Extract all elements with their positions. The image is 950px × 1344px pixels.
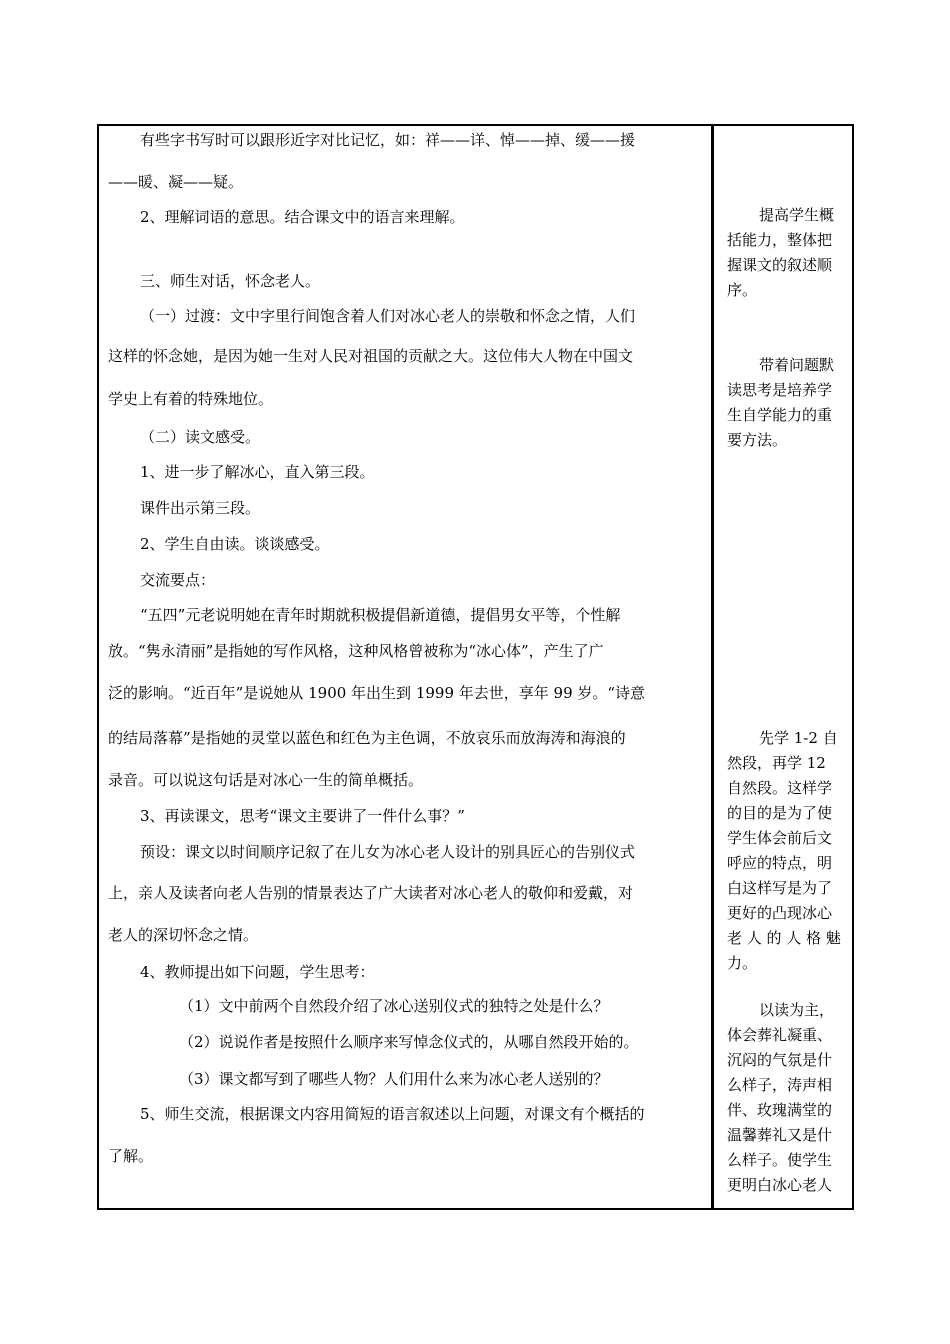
note-line: 沉闷的气氛是什 <box>727 1051 833 1069</box>
main-line: 1、进一步了解冰心，直入第三段。 <box>140 463 375 481</box>
main-line: 2、理解词语的意思。结合课文中的语言来理解。 <box>140 208 465 226</box>
note-line: 么样子。使学生 <box>727 1151 833 1169</box>
main-line: “五四”元老说明她在青年时期就积极提倡新道德，提倡男女平等，个性解 <box>140 606 621 624</box>
note-line: 自然段。这样学 <box>727 779 833 797</box>
main-line: （二）读文感受。 <box>140 428 261 446</box>
main-line: 的结局落幕”是指她的灵堂以蓝色和红色为主色调，不放哀乐而放海涛和海浪的 <box>108 729 626 747</box>
note-line: 生自学能力的重 <box>727 406 833 424</box>
main-line: 上，亲人及读者向老人告别的情景表达了广大读者对冰心老人的敬仰和爱戴，对 <box>108 884 634 902</box>
note-line: 序。 <box>727 281 758 299</box>
note-line: 括能力，整体把 <box>727 231 833 249</box>
note-line: 么样子，涛声相 <box>727 1076 833 1094</box>
main-line: 学史上有着的特殊地位。 <box>108 390 274 408</box>
note-line: 读思考是培养学 <box>727 381 833 399</box>
main-line: （1）文中前两个自然段介绍了冰心送别仪式的独特之处是什么？ <box>179 997 609 1015</box>
main-line: 交流要点： <box>140 571 216 589</box>
main-line: 有些字书写时可以跟形近字对比记忆，如：祥——详、悼——掉、缓——援 <box>140 131 636 149</box>
column-divider <box>711 124 714 1210</box>
main-line: 3、再读课文，思考“课文主要讲了一件什么事？” <box>140 807 465 825</box>
main-line: （一）过渡：文中字里行间饱含着人们对冰心老人的崇敬和怀念之情，人们 <box>140 307 636 325</box>
main-line: 2、学生自由读。谈谈感受。 <box>140 535 330 553</box>
note-line: 然段，再学 12 <box>727 754 826 772</box>
main-line: 泛的影响。“近百年”是说她从 1900 年出生到 1999 年去世，享年 99 岁。“诗意 <box>108 684 646 702</box>
main-line: 老人的深切怀念之情。 <box>108 926 259 944</box>
note-line: 老 人 的 人 格 魅 <box>727 929 841 947</box>
note-line: 白这样写是为了 <box>727 879 833 897</box>
main-line: 预设：课文以时间顺序记叙了在儿女为冰心老人设计的别具匠心的告别仪式 <box>140 843 636 861</box>
note-line: 先学 1-2 自 <box>759 729 838 747</box>
main-line: 课件出示第三段。 <box>140 499 261 517</box>
note-line: 体会葬礼凝重、 <box>727 1026 833 1044</box>
note-line: 学生体会前后文 <box>727 829 833 847</box>
main-line: （2）说说作者是按照什么顺序来写悼念仪式的，从哪自然段开始的。 <box>179 1033 639 1051</box>
note-line: 更好的凸现冰心 <box>727 904 833 922</box>
note-line: 温馨葬礼又是什 <box>727 1126 833 1144</box>
main-line: 放。“隽永清丽”是指她的写作风格，这种风格曾被称为“冰心体”，产生了广 <box>108 642 604 660</box>
note-line: 提高学生概 <box>759 206 835 224</box>
note-line: 要方法。 <box>727 431 788 449</box>
main-line: （3）课文都写到了哪些人物？人们用什么来为冰心老人送别的？ <box>179 1070 609 1088</box>
note-line: 的目的是为了使 <box>727 804 833 822</box>
main-line: 录音。可以说这句话是对冰心一生的简单概括。 <box>108 771 424 789</box>
note-line: 以读为主， <box>759 1001 835 1019</box>
main-line: 三、师生对话，怀念老人。 <box>140 272 321 290</box>
main-line: 5、师生交流，根据课文内容用简短的语言叙述以上问题，对课文有个概括的 <box>140 1105 645 1123</box>
note-line: 呼应的特点，明 <box>727 854 833 872</box>
note-line: 力。 <box>727 954 758 972</box>
note-line: 带着问题默 <box>759 356 835 374</box>
main-line: 了解。 <box>108 1147 154 1165</box>
note-line: 握课文的叙述顺 <box>727 256 833 274</box>
main-line: 4、教师提出如下问题，学生思考： <box>140 963 375 981</box>
note-line: 伴、玫瑰满堂的 <box>727 1101 833 1119</box>
main-line: 这样的怀念她，是因为她一生对人民对祖国的贡献之大。这位伟大人物在中国文 <box>108 347 634 365</box>
note-line: 更明白冰心老人 <box>727 1176 833 1194</box>
main-line: ——暖、凝——疑。 <box>108 173 244 191</box>
